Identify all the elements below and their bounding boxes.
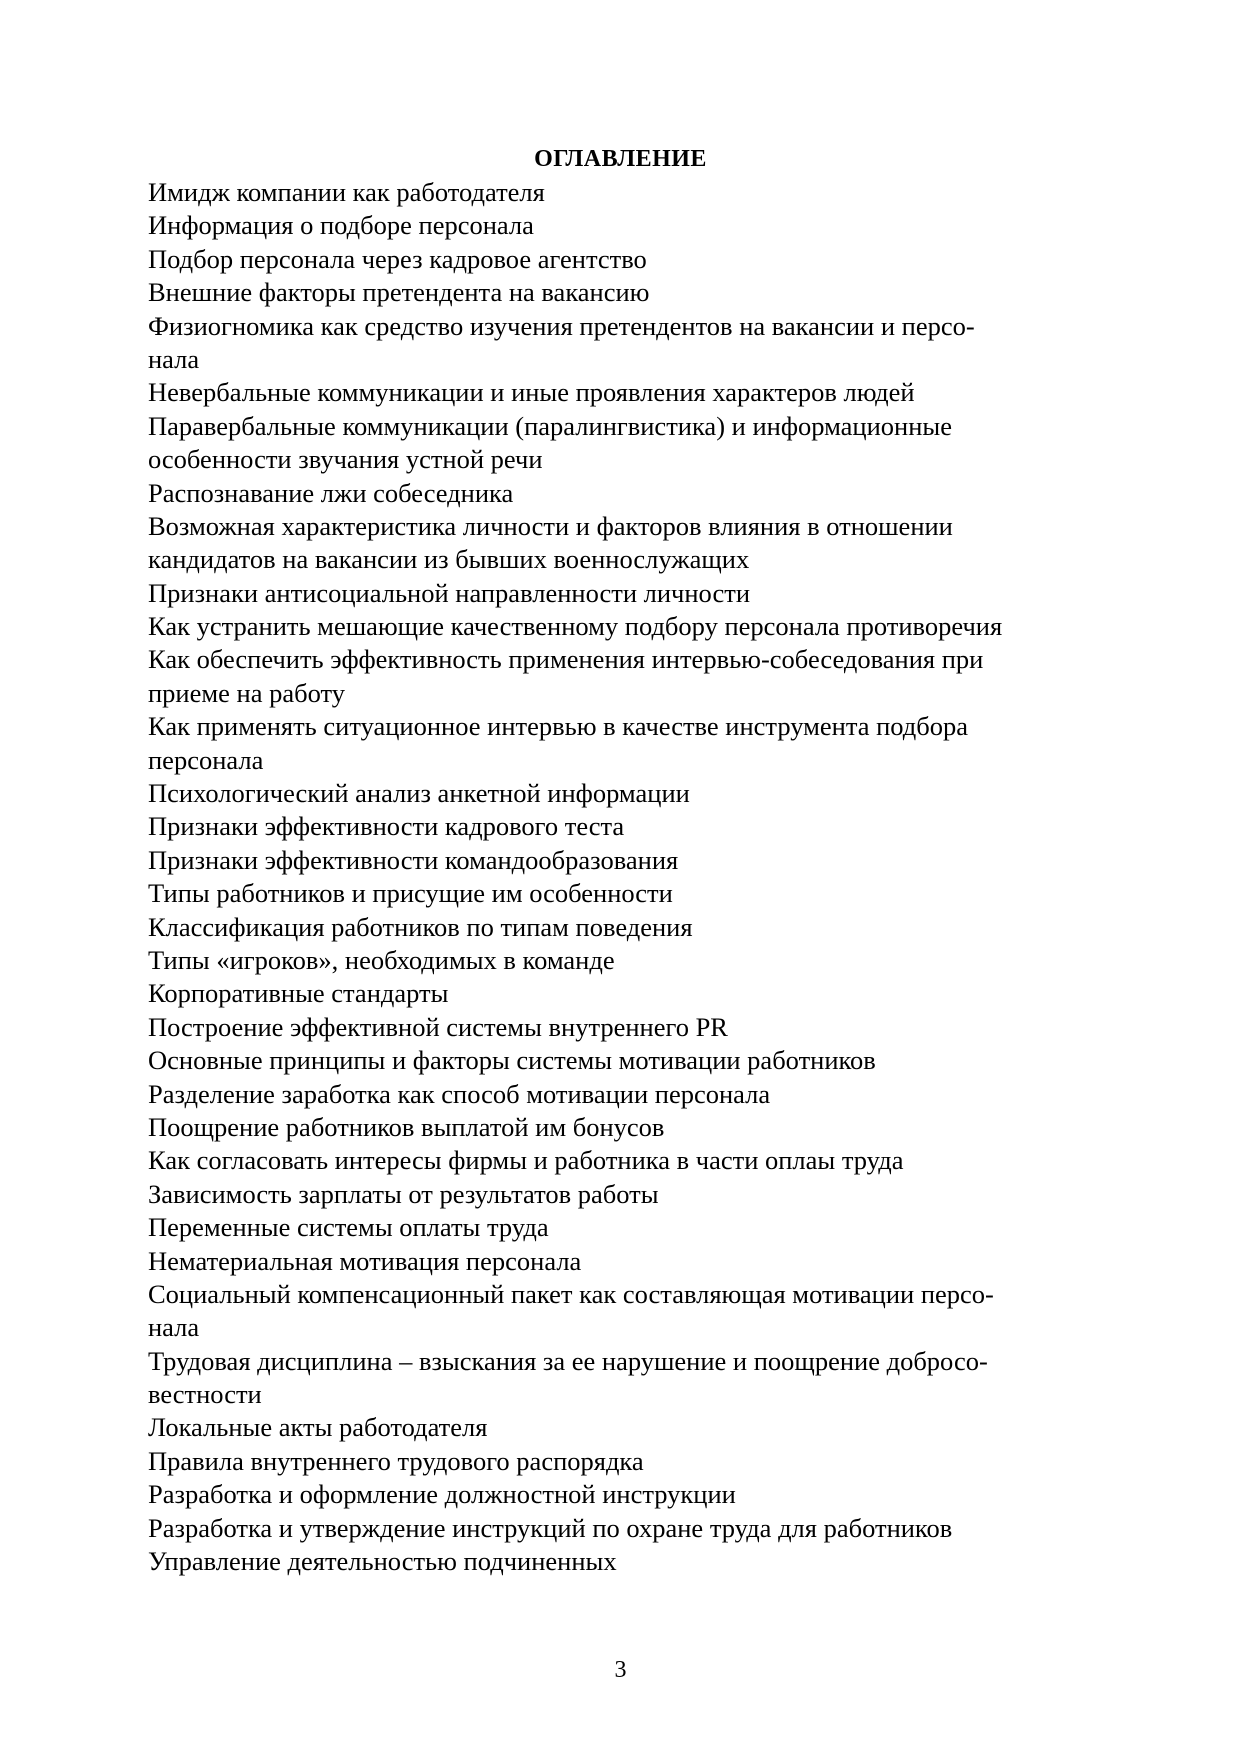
toc-line: Поощрение работников выплатой им бонусов	[148, 1111, 665, 1142]
toc-line: Возможная характеристика личности и факторов влияния в отношении	[148, 510, 953, 541]
toc-line: Как согласовать интересы фирмы и работника в части оплаы труда	[148, 1145, 904, 1176]
toc-line: Корпоративные стандарты	[148, 978, 449, 1009]
toc-line: Локальные акты работодателя	[148, 1412, 488, 1443]
page-title: ОГЛАВЛЕНИЕ	[534, 146, 707, 172]
toc-line: Психологический анализ анкетной информации	[148, 778, 690, 809]
toc-line: Социальный компенсационный пакет как составляющая мотивации персо-	[148, 1278, 994, 1309]
toc-line: Управление деятельностью подчиненных	[148, 1546, 617, 1577]
toc-line: приеме на работу	[148, 677, 345, 708]
toc-line: вестности	[148, 1379, 262, 1410]
toc-line: Разработка и оформление должностной инструкции	[148, 1479, 736, 1510]
toc-line: Невербальные коммуникации и иные проявления характеров людей	[148, 377, 915, 408]
toc-line: Типы «игроков», необходимых в команде	[148, 944, 615, 975]
toc-line: нала	[148, 1312, 200, 1343]
toc-line: Построение эффективной системы внутреннего PR	[148, 1011, 728, 1042]
toc-line: Распознавание лжи собеседника	[148, 477, 514, 508]
page-number: 3	[614, 1657, 627, 1683]
toc-line: нала	[148, 343, 200, 374]
toc-line: персонала	[148, 744, 264, 775]
toc-line: Нематериальная мотивация персонала	[148, 1245, 582, 1276]
toc-line: кандидатов на вакансии из бывших военнослужащих	[148, 544, 750, 575]
toc-line: Признаки эффективности командообразования	[148, 844, 679, 875]
toc-line: Типы работников и присущие им особенности	[148, 878, 673, 909]
toc-line: Признаки эффективности кадрового теста	[148, 811, 625, 842]
toc-line: Имидж компании как работодателя	[148, 177, 545, 207]
toc-line: Внешние факторы претендента на вакансию	[148, 277, 650, 308]
toc-line: Трудовая дисциплина – взыскания за ее нарушение и поощрение добросо-	[148, 1345, 988, 1376]
toc-line: Признаки антисоциальной направленности личности	[148, 577, 750, 608]
toc-line: Как устранить мешающие качественному подбору персонала противоречия	[148, 611, 1003, 642]
toc-line: Классификация работников по типам поведения	[148, 911, 693, 942]
toc-line: Правила внутреннего трудового распорядка	[148, 1445, 644, 1476]
toc-line: Разработка и утверждение инструкций по охране труда для работников	[148, 1512, 953, 1543]
toc-line: Информация о подборе персонала	[148, 210, 534, 241]
table-of-contents	[148, 176, 1108, 1578]
toc-line: Как обеспечить эффективность применения интервью-собеседования при	[148, 644, 984, 675]
toc-line: Переменные системы оплаты труда	[148, 1212, 549, 1243]
toc-line: Разделение заработка как способ мотивации персонала	[148, 1078, 771, 1109]
toc-line: Как применять ситуационное интервью в качестве инструмента подбора	[148, 711, 969, 742]
toc-line: Подбор персонала через кадровое агентство	[148, 243, 647, 274]
toc-line: Основные принципы и факторы системы мотивации работников	[148, 1045, 876, 1076]
toc-line: Паравербальные коммуникации (паралингвистика) и информационные	[148, 410, 952, 441]
toc-line: Зависимость зарплаты от результатов работы	[148, 1178, 659, 1209]
toc-line: Физиогномика как средство изучения претендентов на вакансии и персо-	[148, 310, 975, 341]
toc-line: особенности звучания устной речи	[148, 444, 543, 475]
